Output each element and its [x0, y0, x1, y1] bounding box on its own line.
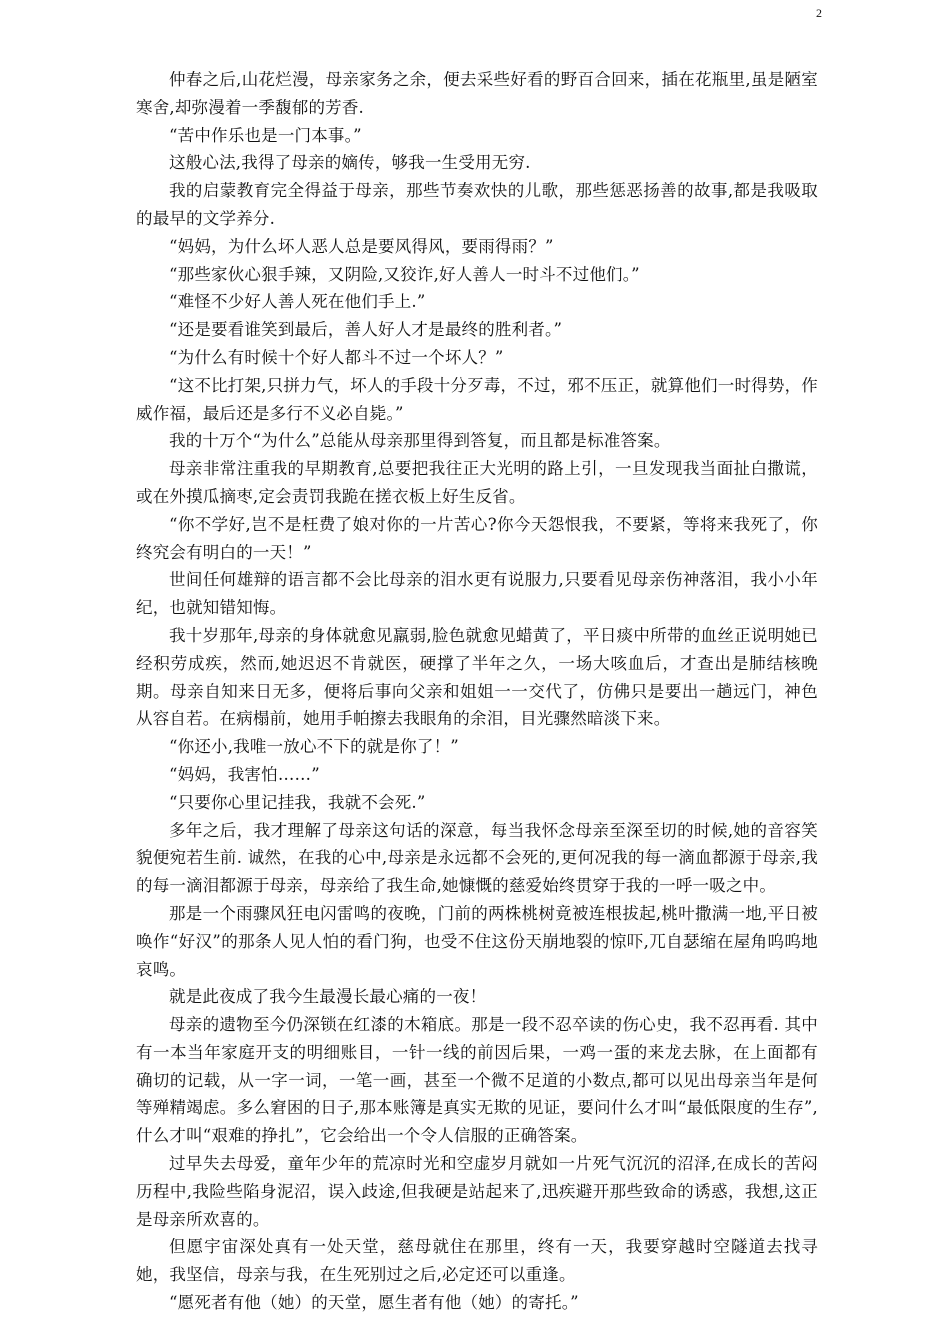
paragraph: “这不比打架,只拼力气，坏人的手段十分歹毒，不过，邪不压正，就算他们一时得势，作威作福，最后还是多行不义必自毙。”: [136, 375, 818, 423]
paragraph: “你不学好,岂不是枉费了娘对你的一片苦心?你今天怨恨我，不要紧，等将来我死了，你终究会有明白的一天！”: [136, 514, 818, 562]
paragraph: “妈妈，我害怕……”: [169, 764, 320, 784]
paragraph: “还是要看谁笑到最后，善人好人才是最终的胜利者。”: [169, 320, 563, 340]
paragraph: “那些家伙心狠手辣，又阴险,又狡诈,好人善人一时斗不过他们。”: [169, 264, 640, 284]
paragraph: 多年之后，我才理解了母亲这句话的深意，每当我怀念母亲至深至切的时候,她的音容笑貌便宛若生前. 诚然，在我的心中,母亲是永远都不会死的,更何况我的每一滴血都源于母亲,我的每一滴泪都源于母亲，母亲给了我生命,她慷慨的慈爱始终贯穿于我的一呼一吸之中。: [136, 820, 818, 896]
paragraph: 那是一个雨骤风狂电闪雷鸣的夜晚，门前的两株桃树竟被连根拔起,桃叶撒满一地,平日被唤作“好汉”的那条人见人怕的看门狗，也受不住这份天崩地裂的惊吓,兀自瑟缩在屋角呜呜地哀鸣。: [136, 903, 818, 979]
paragraph: 过早失去母爱，童年少年的荒凉时光和空虚岁月就如一片死气沉沉的沼泽,在成长的苦闷历程中,我险些陷身泥沼，误入歧途,但我硬是站起来了,迅疾避开那些致命的诱惑，我想,这正是母亲所欢喜的。: [136, 1154, 818, 1229]
page-number: 2: [816, 6, 822, 20]
paragraph: “只要你心里记挂我，我就不会死.”: [169, 792, 426, 812]
paragraph: 仲春之后,山花烂漫，母亲家务之余，便去采些好看的野百合回来，插在花瓶里,虽是陋室寒舍,却弥漫着一季馥郁的芳香.: [136, 70, 818, 117]
paragraph: “难怪不少好人善人死在他们手上.”: [169, 292, 426, 312]
paragraph: 就是此夜成了我今生最漫长最心痛的一夜！: [169, 987, 487, 1007]
paragraph: “为什么有时候十个好人都斗不过一个坏人？”: [169, 347, 504, 367]
paragraph: “你还小,我唯一放心不下的就是你了！”: [169, 737, 459, 757]
paragraph: “苦中作乐也是一门本事。”: [169, 125, 362, 145]
paragraph: 我的十万个“为什么”总能从母亲那里得到答复，而且都是标准答案。: [169, 431, 671, 451]
paragraph: “妈妈，为什么坏人恶人总是要风得风，要雨得雨？”: [169, 236, 554, 256]
paragraph: 我十岁那年,母亲的身体就愈见羸弱,脸色就愈见蜡黄了，平日痰中所带的血丝正说明她已经积劳成疾，然而,她迟迟不肯就医，硬撑了半年之久，一场大咳血后，才查出是肺结核晚期。母亲自知来日无多，便将后事向父亲和姐姐一一交代了，仿佛只是要出一趟远门，神色从容自若。在病榻前，她用手帕擦去我眼角的余泪，目光骤然暗淡下来。: [136, 625, 818, 729]
paragraph: 但愿宇宙深处真有一处天堂，慈母就住在那里，终有一天，我要穿越时空隧道去找寻她，我坚信，母亲与我，在生死别过之后,必定还可以重逢。: [136, 1237, 818, 1285]
paragraph: 我的启蒙教育完全得益于母亲，那些节奏欢快的儿歌，那些惩恶扬善的故事,都是我吸取的最早的文学养分.: [136, 181, 818, 228]
paragraph: 世间任何雄辩的语言都不会比母亲的泪水更有说服力,只要看见母亲伤神落泪，我小小年纪，也就知错知悔。: [136, 570, 818, 618]
paragraph: 母亲非常注重我的早期教育,总要把我往正大光明的路上引，一旦发现我当面扯白撒谎，或在外摸瓜摘枣,定会责罚我跪在搓衣板上好生反省。: [136, 459, 818, 506]
paragraph: “愿死者有他（她）的天堂，愿生者有他（她）的寄托。”: [169, 1293, 579, 1313]
body-text: [136, 66, 818, 1317]
paragraph: 母亲的遗物至今仍深锁在红漆的木箱底。那是一段不忍卒读的伤心史，我不忍再看. 其中有一本当年家庭开支的明细账目，一针一线的前因后果，一鸡一蛋的来龙去脉，在上面都有确切的记载，从一字一词，一笔一画，甚至一个微不足道的小数点,都可以见出母亲当年是何等殚精竭虑。多么窘困的日子,那本账簿是真实无欺的见证，要问什么才叫“最低限度的生存”,什么才叫“艰难的挣扎”，它会给出一个令人信服的正确答案。: [136, 1015, 818, 1146]
paragraph: 这般心法,我得了母亲的嫡传，够我一生受用无穷.: [169, 153, 531, 173]
